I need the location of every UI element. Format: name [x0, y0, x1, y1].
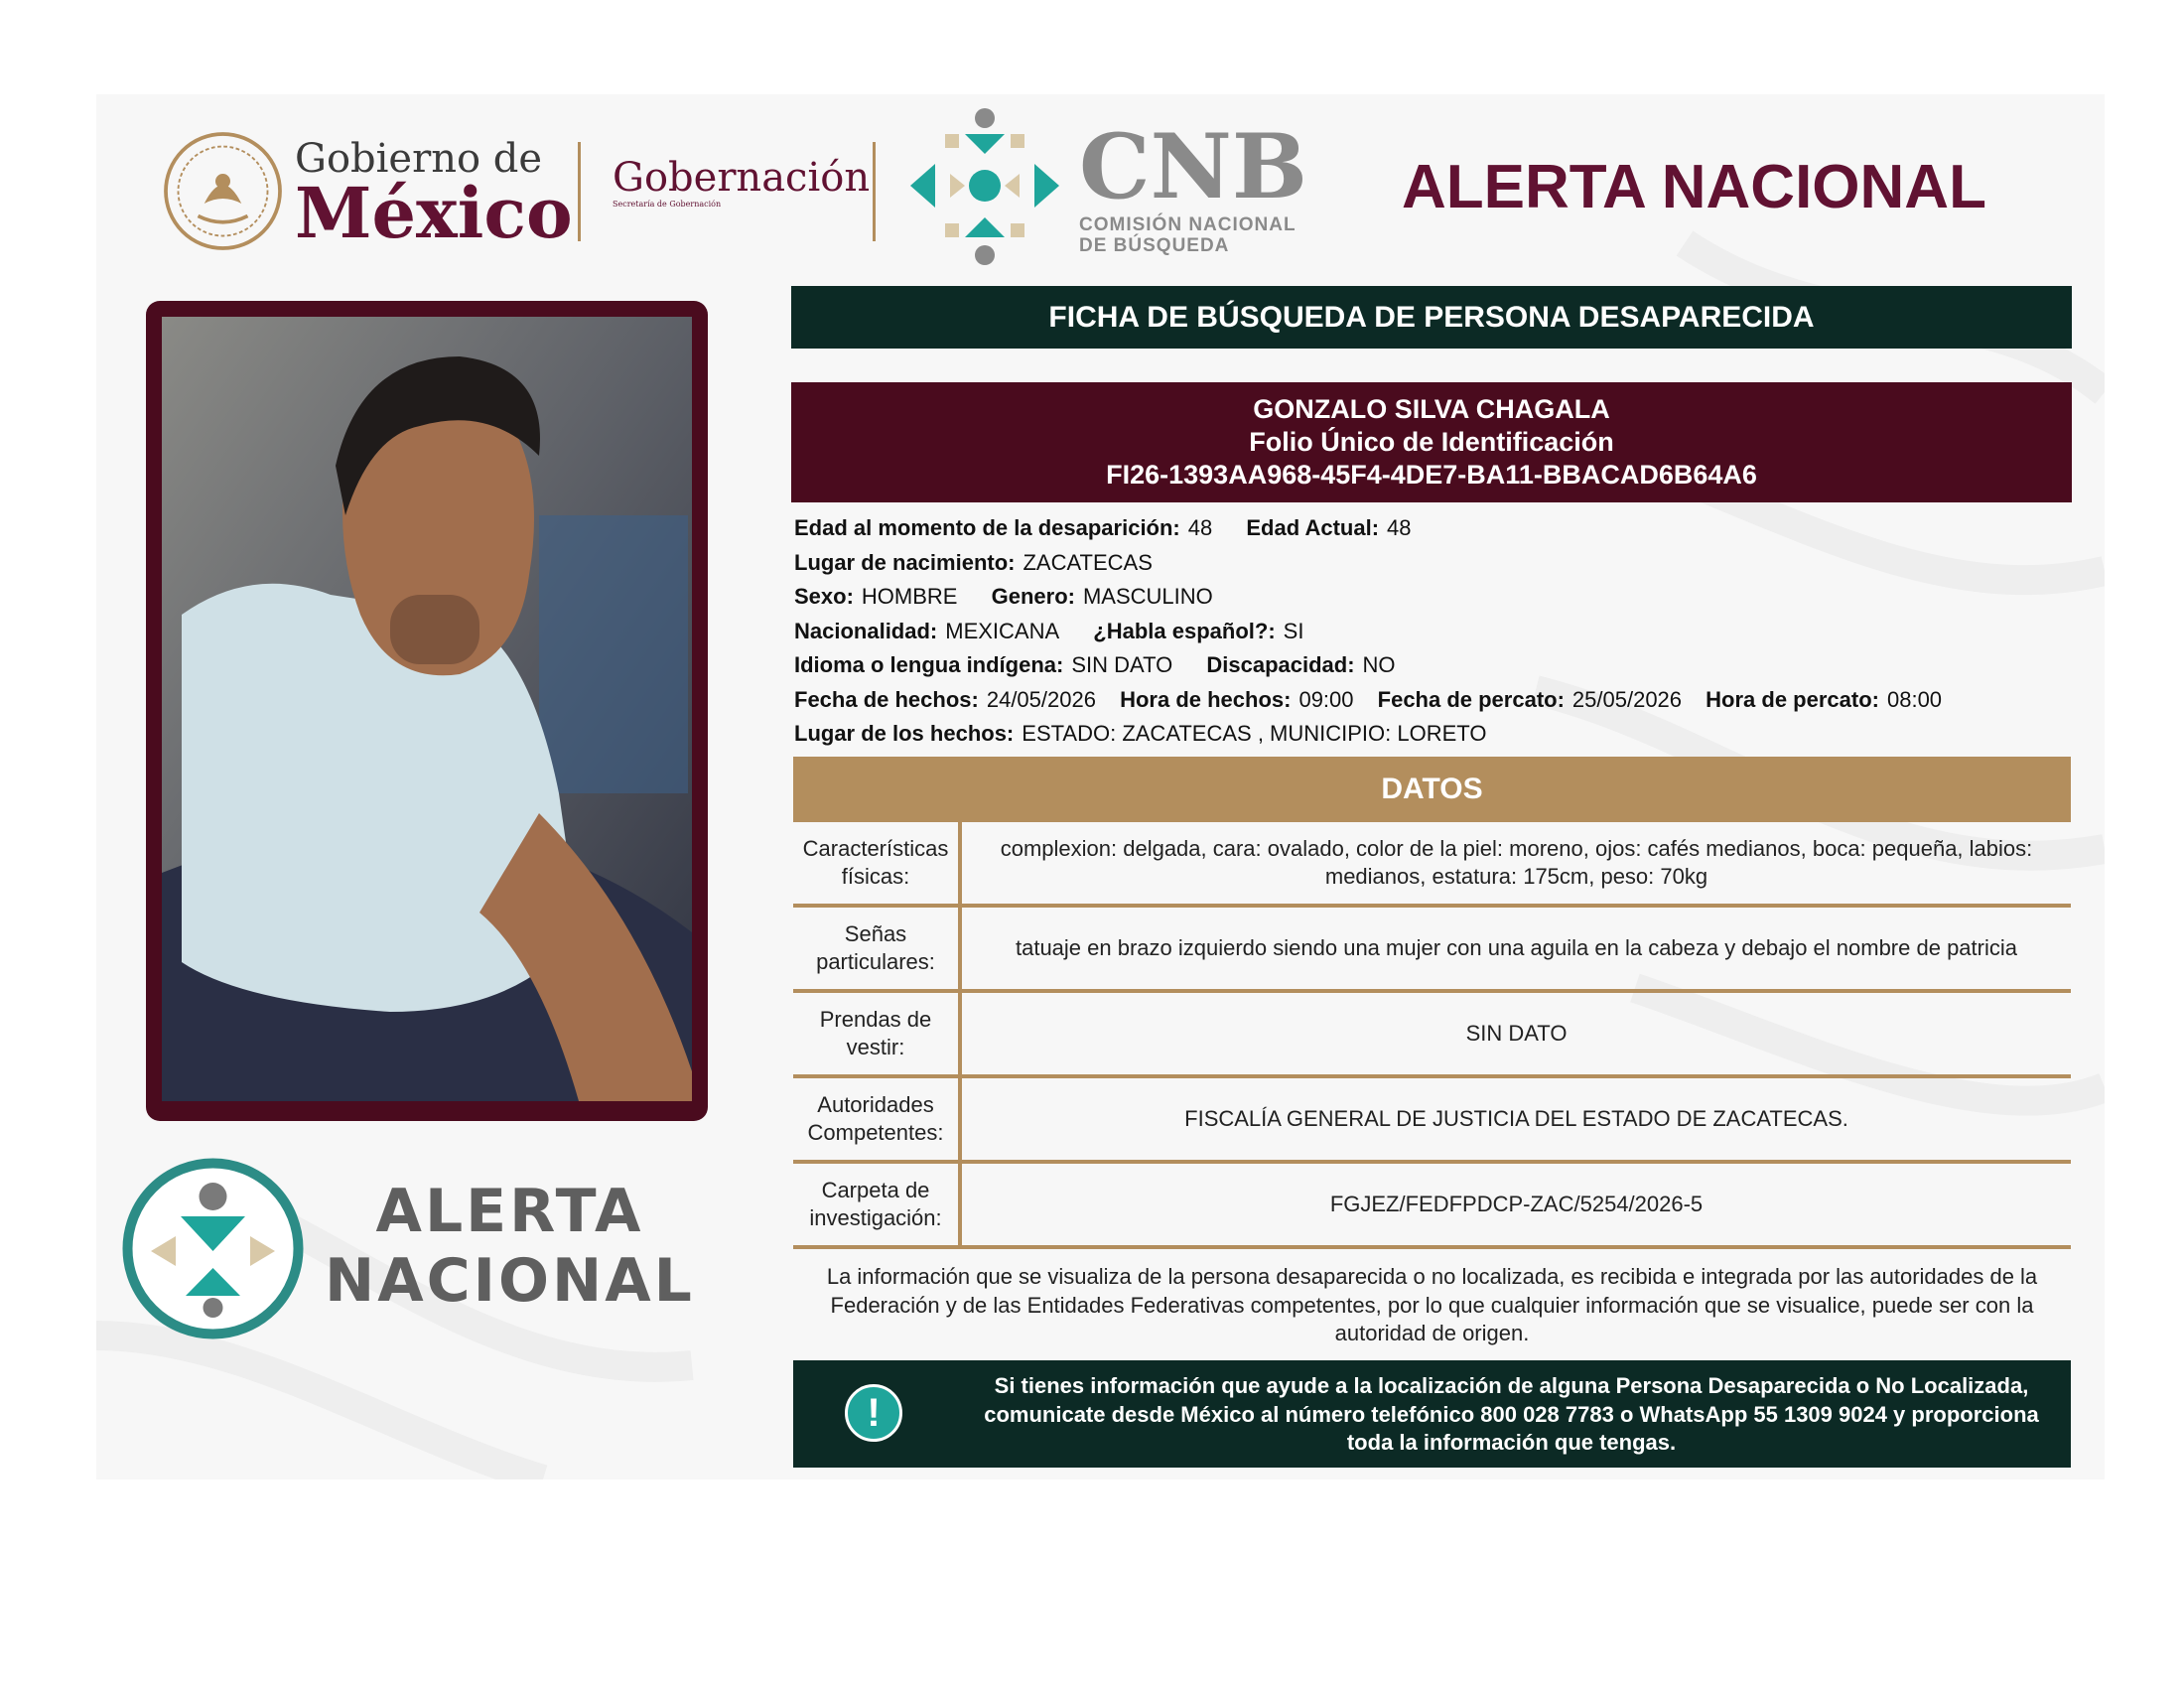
- gobernacion-logo: [613, 156, 870, 209]
- hora-hechos-label: Hora de hechos:: [1120, 686, 1292, 712]
- ficha-title-bar: FICHA DE BÚSQUEDA DE PERSONA DESAPARECIDA: [791, 286, 2072, 349]
- cnb-wordmark: [1079, 114, 1307, 256]
- caracteristicas-label: Características físicas:: [793, 822, 962, 904]
- info-row: [794, 717, 2075, 752]
- gobierno-line1: Gobierno de: [295, 136, 543, 182]
- table-row: [793, 1164, 2071, 1249]
- info-row: [794, 648, 2075, 683]
- prendas-label: Prendas de vestir:: [793, 993, 962, 1074]
- header: [96, 94, 2105, 293]
- gobernacion-title: Gobernación: [613, 155, 871, 201]
- gobierno-line2: México: [295, 172, 573, 254]
- habla-espanol-value: SI: [1283, 618, 1304, 643]
- idioma-label: Idioma o lengua indígena:: [794, 652, 1064, 677]
- contact-message: Si tienes información que ayude a la localización de alguna Persona Desaparecida o No Localizada, comunicate desde México al número telefónico 800 028 7783 o WhatsApp 55 1309 9024 y proporciona toda la información que tengas.: [984, 1373, 2039, 1455]
- table-row: [793, 822, 2071, 908]
- fecha-hechos-value: 24/05/2026: [986, 686, 1096, 712]
- caracteristicas-value: complexion: delgada, cara: ovalado, color de la piel: moreno, ojos: cafés medianos, boca: pequeña, labios: medianos, estatura: 175cm, peso: 70kg: [1000, 836, 2033, 889]
- info-row: [794, 511, 2075, 546]
- info-row: [794, 546, 2075, 581]
- alerta-nacional-title: ALERTA NACIONAL: [1402, 153, 1986, 221]
- cnb-line2: DE BÚSQUEDA: [1079, 235, 1230, 256]
- table-row: [793, 908, 2071, 993]
- discapacidad-label: Discapacidad:: [1206, 652, 1355, 677]
- person-name-bar: [791, 382, 2072, 502]
- table-row: [793, 993, 2071, 1078]
- genero-value: MASCULINO: [1082, 584, 1213, 609]
- lugar-hechos-value: ESTADO: ZACATECAS , MUNICIPIO: LORETO: [1022, 721, 1487, 746]
- edad-desaparicion-value: 48: [1187, 515, 1213, 540]
- cnb-line1: COMISIÓN NACIONAL: [1079, 214, 1297, 235]
- prendas-value: SIN DATO: [1465, 1021, 1568, 1046]
- disclaimer-text: La información que se visualiza de la persona desaparecida o no localizada, es recibida e integrada por las autoridades de la Federación y de las Entidades Federativas competentes, por lo que cualquier información que se visualice, puede ser con la autoridad de origen.: [826, 1264, 2038, 1345]
- info-row: [794, 683, 2075, 718]
- edad-desaparicion-label: Edad al momento de la desaparición:: [794, 515, 1180, 540]
- folio-number: FI26-1393AA968-45F4-4DE7-BA11-BBACAD6B64A6: [1106, 460, 1757, 490]
- lugar-hechos-label: Lugar de los hechos:: [794, 721, 1015, 746]
- table-row: [793, 1078, 2071, 1164]
- person-info: [794, 511, 2075, 752]
- header-divider: [873, 142, 876, 241]
- person-name: GONZALO SILVA CHAGALA: [1253, 394, 1610, 424]
- idioma-value: SIN DATO: [1071, 652, 1173, 677]
- mexico-seal-icon: [161, 129, 285, 253]
- info-row: [794, 615, 2075, 649]
- cnb-logo-icon: [905, 104, 1064, 268]
- nacionalidad-value: MEXICANA: [945, 618, 1060, 643]
- alerta-logo-line1: ALERTA: [375, 1177, 644, 1246]
- contact-bar: [793, 1360, 2071, 1468]
- autoridades-label: Autoridades Competentes:: [793, 1078, 962, 1160]
- habla-espanol-label: ¿Habla español?:: [1093, 618, 1276, 643]
- exclamation-icon: !: [845, 1384, 902, 1442]
- fecha-percato-label: Fecha de percato:: [1377, 686, 1565, 712]
- alerta-nacional-wordmark: [325, 1177, 695, 1316]
- edad-actual-label: Edad Actual:: [1246, 515, 1380, 540]
- carpeta-label: Carpeta de investigación:: [793, 1164, 962, 1245]
- gobernacion-subtitle: Secretaría de Gobernación: [613, 200, 722, 209]
- datos-table: [793, 822, 2071, 1249]
- autoridades-value: FISCALÍA GENERAL DE JUSTICIA DEL ESTADO DE ZACATECAS.: [1184, 1106, 1848, 1131]
- lugar-nacimiento-label: Lugar de nacimiento:: [794, 549, 1016, 575]
- sexo-label: Sexo:: [794, 584, 854, 609]
- fecha-hechos-label: Fecha de hechos:: [794, 686, 979, 712]
- lugar-nacimiento-value: ZACATECAS: [1023, 549, 1153, 575]
- carpeta-value: FGJEZ/FEDFPDCP-ZAC/5254/2026-5: [1329, 1192, 1704, 1216]
- discapacidad-value: NO: [1362, 652, 1396, 677]
- sexo-value: HOMBRE: [861, 584, 958, 609]
- alert-sheet: [96, 94, 2105, 1479]
- nacionalidad-label: Nacionalidad:: [794, 618, 938, 643]
- cnb-acronym: CNB: [1079, 114, 1307, 219]
- edad-actual-value: 48: [1387, 515, 1412, 540]
- genero-label: Genero:: [991, 584, 1075, 609]
- person-photo-frame: [146, 301, 708, 1121]
- person-photo: [162, 317, 692, 1101]
- hora-hechos-value: 09:00: [1298, 686, 1354, 712]
- senas-value: tatuaje en brazo izquierdo siendo una mujer con una aguila en la cabeza y debajo el nombre de patricia: [1015, 935, 2017, 960]
- alerta-nacional-logo-icon: [121, 1157, 305, 1340]
- senas-label: Señas particulares:: [793, 908, 962, 989]
- hora-percato-label: Hora de percato:: [1706, 686, 1879, 712]
- hora-percato-value: 08:00: [1886, 686, 1943, 712]
- header-divider: [578, 142, 581, 241]
- fecha-percato-value: 25/05/2026: [1571, 686, 1683, 712]
- gobierno-de-mexico-logo: [295, 136, 573, 254]
- info-row: [794, 580, 2075, 615]
- folio-label: Folio Único de Identificación: [1249, 427, 1614, 457]
- datos-title-bar: DATOS: [793, 757, 2071, 822]
- alerta-logo-line2: NACIONAL: [325, 1246, 695, 1316]
